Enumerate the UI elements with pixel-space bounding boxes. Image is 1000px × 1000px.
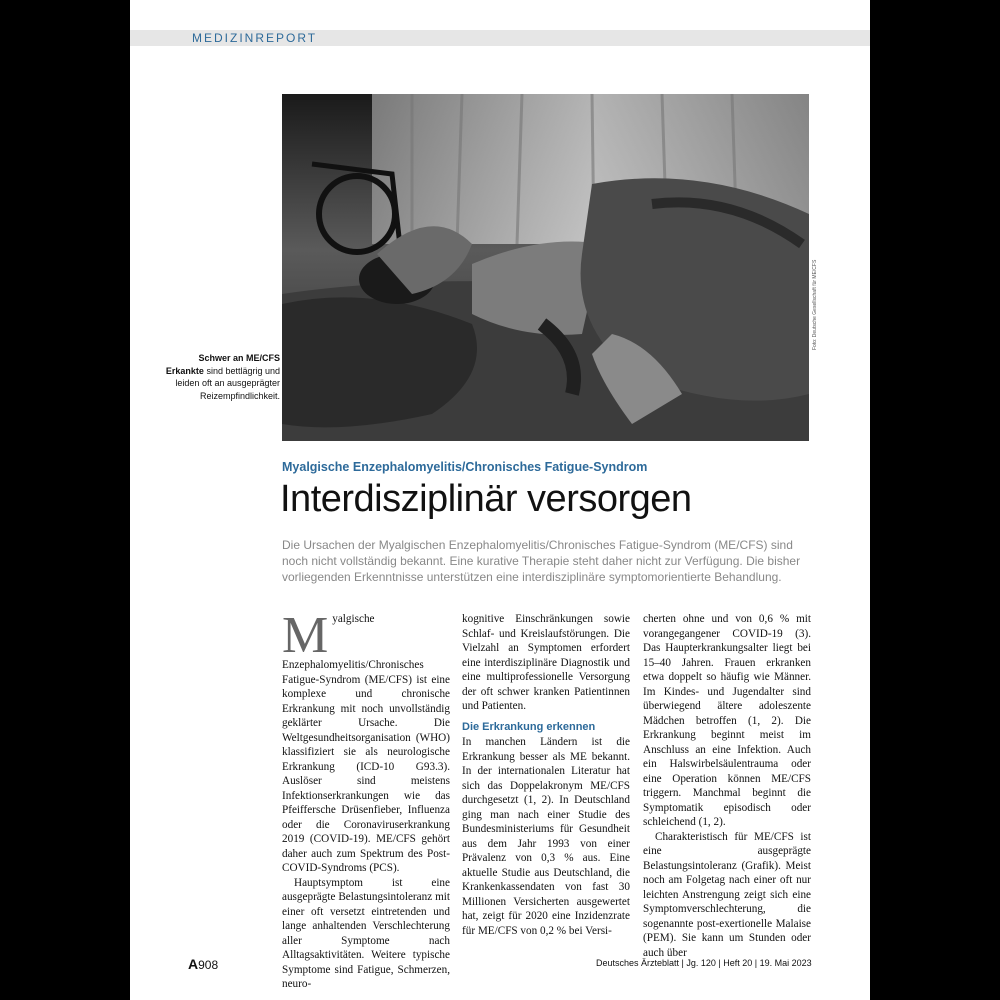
article-photo bbox=[282, 94, 809, 441]
photo-credit: Foto: Deutsche Gesellschaft für ME/CFS bbox=[812, 259, 818, 350]
paragraph: Hauptsymptom ist eine ausgeprägte Belastungsintoleranz mit einer oft versetzt eintretenden und lange anhaltenden Verschlechterung aller Symptome nach Alltagsaktivitäten. Weitere typische Symptome sind Fatigue, Schmerzen, neuro- bbox=[282, 876, 450, 990]
magazine-page bbox=[130, 0, 870, 1000]
dropcap: M bbox=[282, 607, 329, 664]
photo-caption bbox=[160, 352, 280, 402]
paragraph: cherten ohne und von 0,6 % mit vorangegangener COVID-19 (3). Das Haupterkrankungsalter liegt bei 15–40 Jahren. Frauen erkranken etwa doppelt so häufig wie Männer. Im Kindes- und Jugendalter sind überwiegend ältere adoleszente Mädchen betroffen (1, 2). Die Erkrankung beginnt meist im Anschluss an eine Infektion. Auch ein Halswirbelsäulentrauma oder eine Operation können ME/CFS triggern. Manchmal beginnt die Symptomatik episodisch oder schleichend (1, 2). bbox=[643, 613, 811, 828]
article-lead: Die Ursachen der Myalgischen Enzephalomyelitis/Chronisches Fatigue-Syndrom (ME/CFS) sind noch nicht vollständig bekannt. Eine kurative Therapie steht daher nicht zur Verfügung. Die bisher vorliegenden Erkenntnisse unterstützen eine interdisziplinäre symptomorientierte Behandlung. bbox=[282, 538, 801, 584]
journal-info: Deutsches Ärzteblatt | Jg. 120 | Heft 20 | 19. Mai 2023 bbox=[596, 958, 812, 968]
caption-text: sind bettlägrig und leiden oft an ausgeprägter Reizempfindlichkeit. bbox=[175, 365, 280, 401]
page-number: A908 bbox=[188, 956, 219, 972]
article-title: Interdisziplinär versorgen bbox=[280, 478, 692, 520]
text-column-2 bbox=[462, 612, 630, 938]
bed-photo-illustration bbox=[282, 94, 809, 441]
paragraph: kognitive Einschränkungen sowie Schlaf- und Kreislaufstörungen. Die Vielzahl an Symptomen erfordert eine interdisziplinäre Diagnostik und eine multiprofessionelle Versorgung der oft schwer kranken Patientinnen und Patienten. bbox=[462, 613, 630, 712]
paragraph: Myalgische Enzephalomyelitis/Chronisches Fatigue-Syndrom (ME/CFS) ist eine komplexe und chronische Erkrankung mit noch unvollständig geklärter Ursache. Die Weltgesundheitsorganisation (WHO) klassifiziert sie als neurologische Erkrankung (ICD-10 G93.3). Auslöser sind meistens Infektionserkrankungen wie das Pfeiffersche Drüsenfieber, Influenza oder die Coronaviruserkrankung 2019 (COVID-19). ME/CFS gehört daher auch zum Spektrum des Post-COVID-Syndroms (PCS). bbox=[282, 607, 450, 874]
paragraph: Charakteristisch für ME/CFS ist eine ausgeprägte Belastungsintoleranz (Grafik). Meist noch am Folgetag nach einer oft nur leichten Anstrengung zeigt sich eine Symptomverschlechterung, die sogenannte post-exertionelle Malaise (PEM). Sie kann um Stunden oder auch über bbox=[643, 830, 811, 959]
paragraph: In manchen Ländern ist die Erkrankung besser als ME bekannt. In der internationalen Literatur hat sich das Doppelakronym ME/CFS durchgesetzt (1, 2). In Deutschland ging man nach einer Studie des Bundesministeriums für Gesundheit aus dem Jahr 1993 von einer Prävalenz von 0,3 % aus. Eine aktuelle Studie aus Deutschland, die Krankenkassendaten von fast 30 Millionen Versicherten ausgewertet hat, zeigt für 2020 eine Inzidenzrate für ME/CFS von 0,2 % bei Versi- bbox=[462, 736, 630, 937]
section-subheading: Die Erkrankung erkennen bbox=[462, 720, 596, 733]
caption-bold: Schwer an ME/CFS Erkankte bbox=[165, 353, 280, 376]
article-kicker: Myalgische Enzephalomyelitis/Chronisches Fatigue-Syndrom bbox=[282, 460, 648, 474]
section-label: MEDIZINREPORT bbox=[192, 31, 318, 45]
text-column-1 bbox=[282, 607, 450, 992]
text-column-3 bbox=[643, 612, 811, 960]
